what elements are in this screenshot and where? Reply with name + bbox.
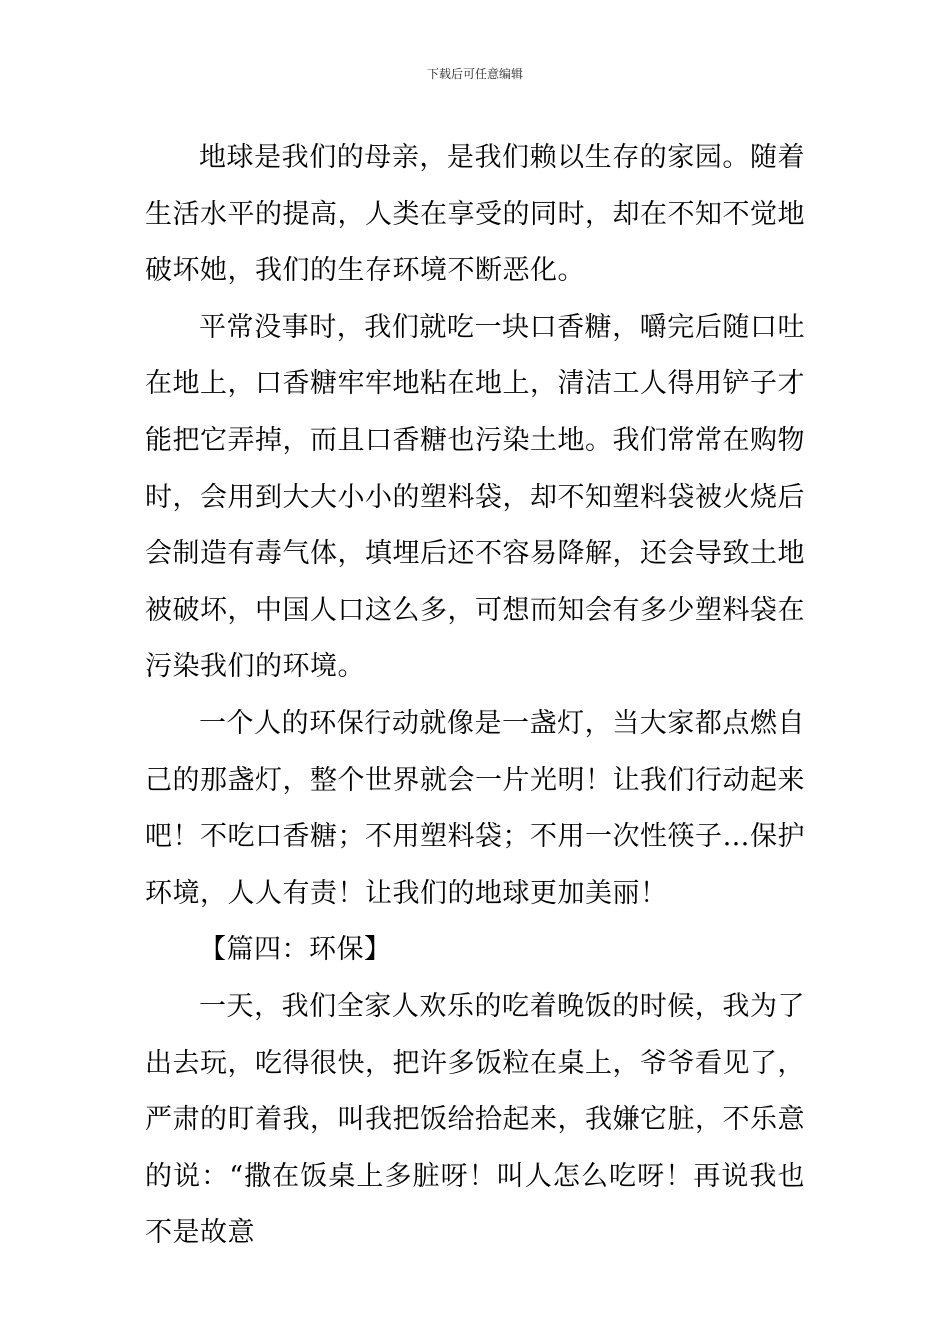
- paragraph-earth-mother: 地球是我们的母亲，是我们赖以生存的家园。随着生活水平的提高，人类在享受的同时，却在不知不觉地破坏她，我们的生存环境不断恶化。: [145, 142, 805, 287]
- document-body: [145, 130, 805, 1262]
- paragraph-dinner-story: 一天，我们全家人欢乐的吃着晚饭的时候，我为了出去玩，吃得很快，把许多饭粒在桌上，爷爷看见了，严肃的盯着我，叫我把饭给拾起来，我嫌它脏，不乐意的说：“撒在饭桌上多脏呀！叫人怎么吃呀！再说我也不是故意: [145, 990, 805, 1249]
- paragraph-lamp-action: 一个人的环保行动就像是一盏灯，当大家都点燃自己的那盏灯，整个世界就会一片光明！让我们行动起来吧！不吃口香糖；不用塑料袋；不用一次性筷子…保护环境，人人有责！让我们的地球更加美丽！: [145, 707, 805, 909]
- section-heading: 【篇四：环保】: [199, 934, 392, 966]
- page-header-note: 下载后可任意编辑: [426, 67, 523, 81]
- paragraph-gum-and-bags: 平常没事时，我们就吃一块口香糖，嚼完后随口吐在地上，口香糖牢牢地粘在地上，清洁工人得用铲子才能把它弄掉，而且口香糖也污染土地。我们常常在购物时，会用到大大小小的塑料袋，却不知塑料袋被火烧后会制造有毒气体，填埋后还不容易降解，还会导致土地被破坏，中国人口这么多，可想而知会有多少塑料袋在污染我们的环境。: [145, 311, 805, 683]
